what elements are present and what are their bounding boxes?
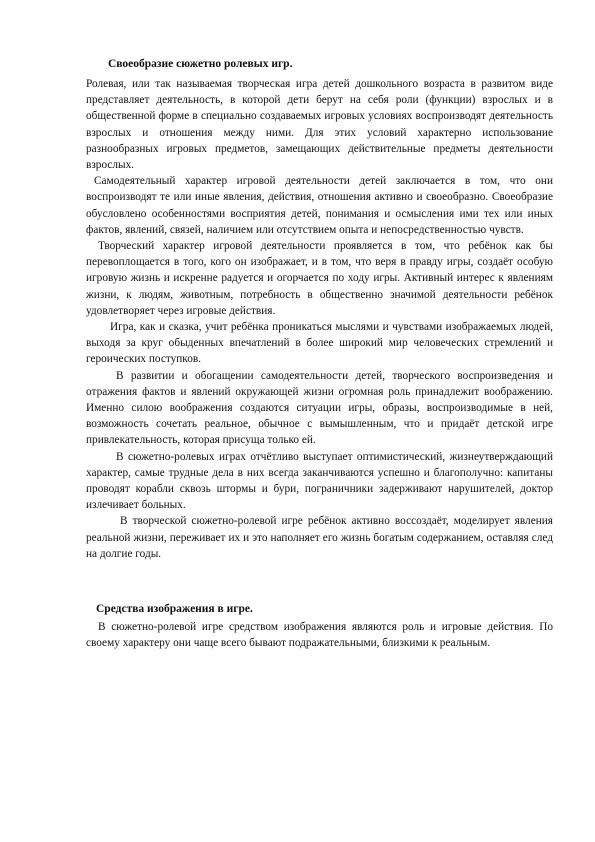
paragraph-independent-character: Самодеятельный характер игровой деятельности детей заключается в том, что они воспроизводят те или иные явления, действия, отношения активно и своеобразно. Своеобразие обусловлено особенностями восприятия детей, понимания и осмысления ими тех или иных фактов, явлений, связей, наличием или отсутствием опыта и непосредственностью чувств.: [86, 175, 553, 236]
section-title-means-of-depiction: Средства изображения в игре.: [96, 603, 253, 616]
paragraph-imagination: В развитии и обогащении самодеятельности детей, творческого воспроизведения и отражения фактов и явлений окружающей жизни огромная роль принадлежит воображению. Именно силою воображения создаются ситуации игры, образы, воспроизводимые в ней, возможность сочетать реальное, обычное с вымышленным, что и придаёт детской игре привлекательность, которая присуща только ей.: [86, 369, 553, 447]
paragraph-game-and-fairytale: Игра, как и сказка, учит ребёнка проникаться мыслями и чувствами изображаемых людей, выходя за круг обыденных впечатлений в более широкий мир человеческих стремлений и героических поступков.: [86, 321, 553, 366]
section-gap: [86, 562, 553, 602]
paragraph-optimistic-character: В сюжетно-ролевых играх отчётливо выступает оптимистический, жизнеутверждающий характер, самые трудные дела в них всегда заканчиваются успешно и благополучно: капитаны проводят корабли сквозь штормы и бури, пограничники задерживают нарушителей, доктор излечивает больных.: [86, 450, 553, 512]
paragraph-role-game-definition: Ролевая, или так называемая творческая игра детей дошкольного возраста в развитом виде представляет деятельность, в которой дети берут на себя роли (функции) взрослых и в общественной форме в специально создаваемых игровых условиях воспроизводят деятельность взрослых и отношения между ними. Для этих условий характерно использование разнообразных игровых предметов, замещающих действительные предметы деятельности взрослых.: [86, 78, 553, 172]
paragraph-role-and-actions: В сюжетно-ролевой игре средством изображения являются роль и игровые действия. По своему характеру они чаще всего бывают подражательными, близкими к реальным.: [86, 621, 553, 650]
paragraph-creative-character: Творческий характер игровой деятельности проявляется в том, что ребёнок как бы перевоплощается в того, кого он изображает, и в том, что веря в правду игры, создаёт особую игровую жизнь и искренне радуется и огорчается по ходу игры. Активный интерес к явлениям жизни, к людям, животным, потребность в общественно значимой деятельности ребёнок удовлетворяет через игровые действия.: [86, 240, 553, 317]
paragraph-recreating-reality: В творческой сюжетно-ролевой игре ребёнок активно воссоздаёт, моделирует явления реальной жизни, переживает их и это наполняет его жизнь богатым содержанием, оставляя след на долгие годы.: [86, 515, 553, 560]
section-title-role-games: Своеобразие сюжетно ролевых игр.: [108, 58, 293, 70]
document-body: [86, 57, 553, 652]
